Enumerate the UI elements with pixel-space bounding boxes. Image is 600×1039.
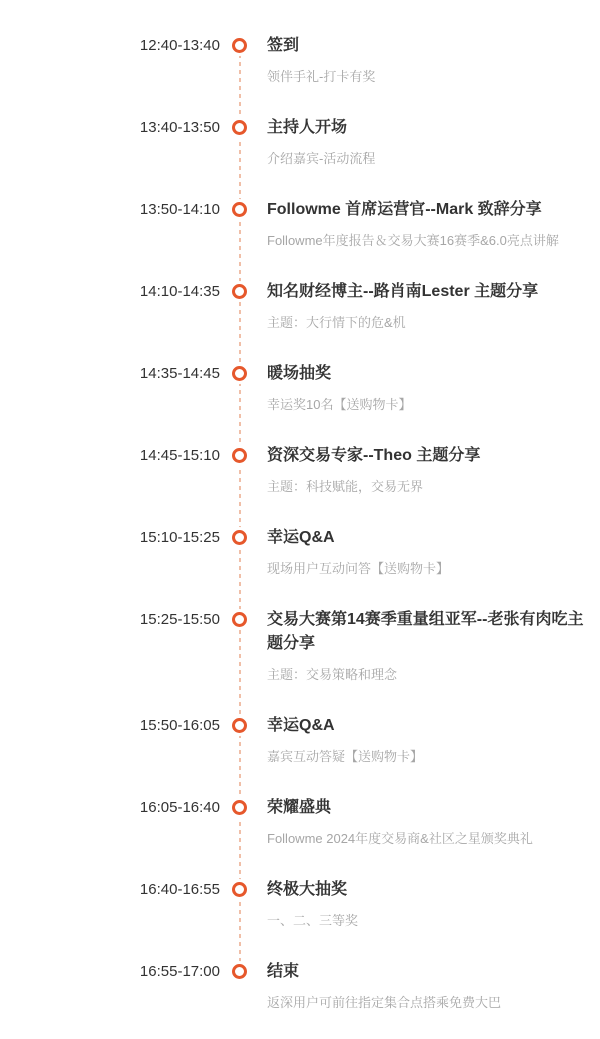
schedule-item-content	[267, 608, 593, 684]
timeline-dot-icon	[232, 530, 247, 545]
schedule-item-time: 14:45-15:10	[139, 447, 220, 464]
schedule-item-title: 主持人开场	[267, 119, 348, 136]
timeline-dot-icon	[232, 284, 247, 299]
timeline-dot-icon	[232, 448, 247, 463]
schedule-item-time: 16:05-16:40	[139, 799, 220, 816]
schedule-item	[0, 198, 600, 250]
schedule-item-subtitle: 一、二、三等奖	[267, 913, 359, 928]
schedule-item	[0, 116, 600, 168]
timeline-dot-icon	[232, 366, 247, 381]
schedule-item-subtitle: 主题：科技赋能，交易无界	[267, 479, 424, 494]
schedule-item-content	[267, 960, 593, 1012]
schedule-item-content	[267, 526, 593, 578]
schedule-item-time: 14:35-14:45	[139, 365, 220, 382]
schedule-item	[0, 796, 600, 848]
schedule-item-time: 12:40-13:40	[139, 37, 220, 54]
schedule-item-title: 知名财经博主--路肖南Lester 主题分享	[267, 283, 539, 300]
schedule-item-content	[267, 796, 593, 848]
schedule-item-content	[267, 362, 593, 414]
schedule-item-time: 13:40-13:50	[139, 119, 220, 136]
schedule-item	[0, 960, 600, 1012]
timeline-dot-icon	[232, 612, 247, 627]
schedule-rows	[0, 34, 600, 1012]
schedule-item-title: 结束	[267, 963, 300, 980]
schedule-item-subtitle: 现场用户互动问答【送购物卡】	[267, 561, 450, 576]
schedule-item-subtitle: 返深用户可前往指定集合点搭乘免费大巴	[267, 995, 502, 1010]
timeline-dot-icon	[232, 38, 247, 53]
schedule-item-content	[267, 878, 593, 930]
schedule-item	[0, 526, 600, 578]
schedule-item-subtitle: Followme 2024年度交易商&社区之星颁奖典礼	[267, 831, 533, 846]
timeline-dot-icon	[232, 964, 247, 979]
schedule-item-title: 荣耀盛典	[267, 799, 332, 816]
schedule-item-title: 幸运Q&A	[267, 717, 335, 734]
schedule-item-title: 签到	[267, 37, 300, 54]
schedule-item-title: 资深交易专家--Theo 主题分享	[267, 447, 481, 464]
schedule-item-subtitle: 介绍嘉宾-活动流程	[267, 151, 376, 166]
timeline-dot-icon	[232, 202, 247, 217]
schedule-item-subtitle: 主题：交易策略和理念	[267, 667, 398, 682]
schedule-item-title: Followme 首席运营官--Mark 致辞分享	[267, 201, 542, 218]
schedule-item-title: 终极大抽奖	[267, 881, 348, 898]
schedule-item-subtitle: 主题：大行情下的危&机	[267, 315, 406, 330]
schedule-item-subtitle: 幸运奖10名【送购物卡】	[267, 397, 412, 412]
timeline-dashed-line	[239, 46, 241, 972]
schedule-item-title: 交易大赛第14赛季重量组亚军--老张有肉吃主题分享	[267, 611, 584, 652]
schedule-item	[0, 362, 600, 414]
schedule-item-content	[267, 444, 593, 496]
schedule-item	[0, 608, 600, 684]
schedule-item-content	[267, 280, 593, 332]
schedule-item-title: 幸运Q&A	[267, 529, 335, 546]
timeline-dot-icon	[232, 800, 247, 815]
timeline-dot-icon	[232, 120, 247, 135]
timeline-dot-icon	[232, 882, 247, 897]
schedule-item-content	[267, 34, 593, 86]
schedule-item-time: 14:10-14:35	[139, 283, 220, 300]
schedule-item	[0, 34, 600, 86]
schedule-item-time: 13:50-14:10	[139, 201, 220, 218]
schedule-item	[0, 444, 600, 496]
schedule-item-content	[267, 198, 593, 250]
schedule-item-subtitle: 领伴手礼-打卡有奖	[267, 69, 376, 84]
schedule-item-title: 暖场抽奖	[267, 365, 332, 382]
schedule-item	[0, 878, 600, 930]
schedule-item-time: 16:55-17:00	[139, 963, 220, 980]
schedule-item-content	[267, 116, 593, 168]
schedule-item-time: 15:50-16:05	[139, 717, 220, 734]
schedule-item-time: 15:25-15:50	[139, 611, 220, 628]
schedule-item-content	[267, 714, 593, 766]
schedule-item-time: 16:40-16:55	[139, 881, 220, 898]
schedule-item-subtitle: Followme年度报告＆交易大赛16赛季&6.0亮点讲解	[267, 233, 559, 248]
schedule-item	[0, 280, 600, 332]
schedule-item-time: 15:10-15:25	[139, 529, 220, 546]
timeline-dot-icon	[232, 718, 247, 733]
schedule-item	[0, 714, 600, 766]
schedule-item-subtitle: 嘉宾互动答疑【送购物卡】	[267, 749, 424, 764]
